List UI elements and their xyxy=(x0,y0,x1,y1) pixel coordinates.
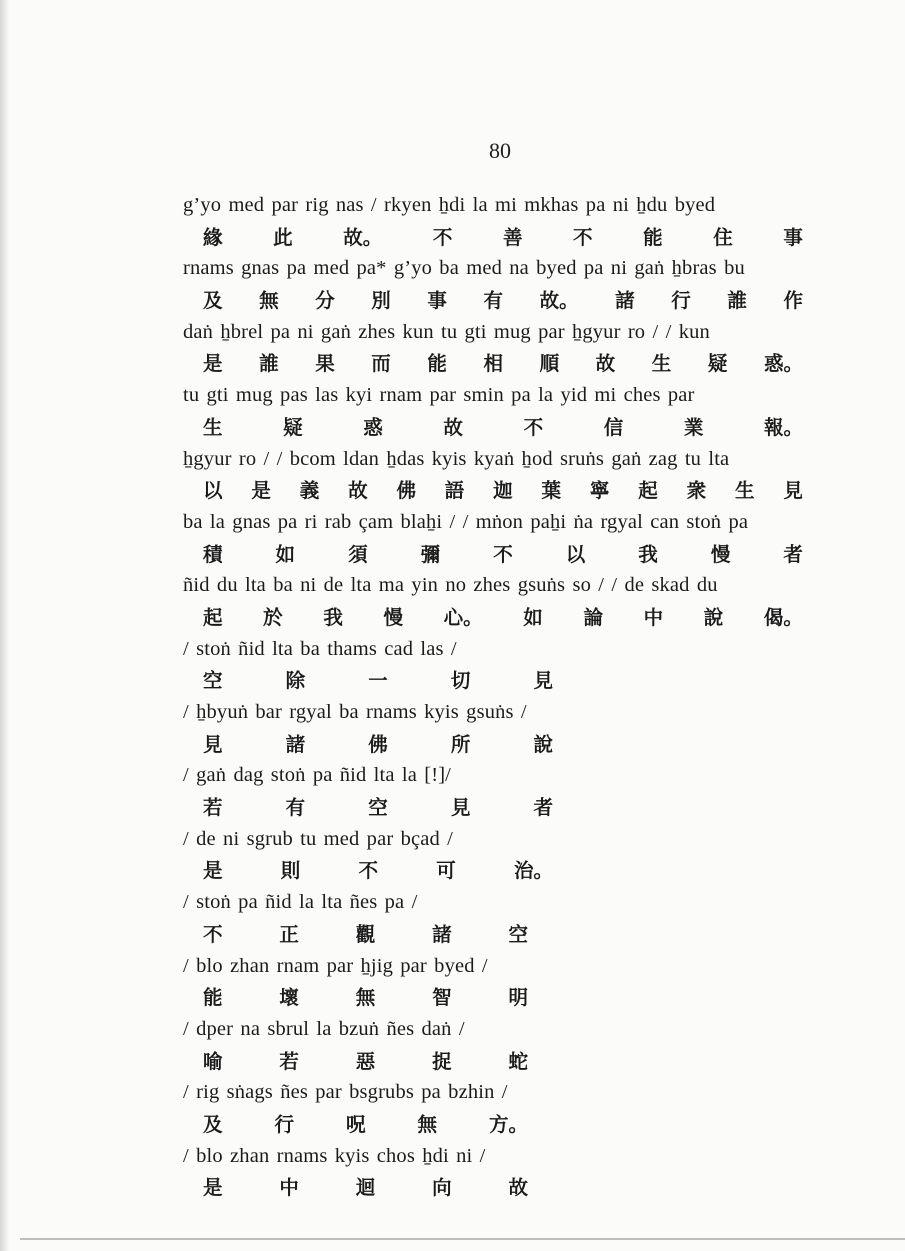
chinese-character: 故 xyxy=(348,479,368,503)
chinese-character: 慢 xyxy=(383,605,403,629)
chinese-character: 諸 xyxy=(285,732,306,756)
chinese-character: 積 xyxy=(203,542,223,566)
chinese-character: 信 xyxy=(603,415,624,439)
chinese-character: 別 xyxy=(371,289,391,313)
chinese-character: 迴 xyxy=(355,1176,376,1200)
chinese-line xyxy=(183,602,803,634)
tibetan-line: / dper na sbrul la bzuṅ ñes daṅ / xyxy=(183,1017,465,1040)
chinese-character: 除 xyxy=(285,669,306,693)
chinese-character: 若 xyxy=(279,1049,299,1073)
chinese-character: 寧 xyxy=(589,479,610,503)
chinese-character: 佛 xyxy=(368,732,388,756)
chinese-character: 義 xyxy=(299,479,320,503)
chinese-character: 故。 xyxy=(539,289,579,313)
chinese-character: 起 xyxy=(638,479,658,503)
chinese-character: 住 xyxy=(713,225,733,249)
bottom-rule xyxy=(20,1238,905,1240)
chinese-character: 以 xyxy=(203,479,223,503)
chinese-character: 果 xyxy=(315,352,335,376)
chinese-character: 能 xyxy=(427,352,447,376)
text-block xyxy=(183,190,823,1204)
tibetan-line: / blo zhan rnams kyis chos ẖdi ni / xyxy=(183,1144,486,1167)
chinese-character: 惑 xyxy=(363,415,383,439)
chinese-character: 空 xyxy=(203,669,223,693)
chinese-character: 說 xyxy=(703,605,724,629)
chinese-character: 順 xyxy=(539,352,560,376)
chinese-character: 是 xyxy=(203,1176,223,1200)
chinese-character: 故。 xyxy=(343,225,383,249)
chinese-line xyxy=(183,412,803,444)
page-number: 80 xyxy=(489,138,511,163)
chinese-character: 及 xyxy=(203,289,223,313)
chinese-character: 善 xyxy=(502,225,523,249)
chinese-character: 喻 xyxy=(203,1049,223,1073)
chinese-character: 疑 xyxy=(707,352,728,376)
chinese-character: 作 xyxy=(783,289,803,313)
chinese-character: 蛇 xyxy=(508,1049,528,1073)
chinese-character: 葉 xyxy=(541,479,562,503)
chinese-character: 有 xyxy=(483,289,503,313)
chinese-character: 不 xyxy=(573,225,593,249)
chinese-character: 不 xyxy=(523,415,544,439)
chinese-character: 如 xyxy=(275,542,296,566)
chinese-character: 向 xyxy=(432,1176,452,1200)
chinese-line xyxy=(183,475,803,507)
tibetan-line: / stoṅ pa ñid la lta ñes pa / xyxy=(183,891,418,914)
chinese-character: 所 xyxy=(450,732,471,756)
chinese-character: 報。 xyxy=(763,415,803,439)
chinese-character: 不 xyxy=(358,859,378,883)
chinese-character: 事 xyxy=(427,289,447,313)
tibetan-line: / de ni sgrub tu med par bçad / xyxy=(183,827,454,850)
chinese-character: 無 xyxy=(355,986,376,1010)
chinese-character: 諸 xyxy=(615,289,635,313)
chinese-character: 此 xyxy=(273,225,293,249)
chinese-line xyxy=(183,1046,528,1078)
chinese-character: 誰 xyxy=(259,352,279,376)
chinese-line xyxy=(183,539,803,571)
chinese-character: 呪 xyxy=(345,1112,366,1136)
chinese-character: 生 xyxy=(734,479,755,503)
chinese-line xyxy=(183,855,553,887)
chinese-character: 衆 xyxy=(686,479,707,503)
chinese-character: 空 xyxy=(508,922,528,946)
chinese-character: 一 xyxy=(368,669,388,693)
chinese-character: 中 xyxy=(279,1176,299,1200)
chinese-character: 分 xyxy=(315,289,335,313)
chinese-character: 佛 xyxy=(396,479,416,503)
chinese-character: 見 xyxy=(533,669,553,693)
scan-left-edge xyxy=(0,0,10,1251)
tibetan-line: g’yo med par rig nas / rkyen ẖdi la mi mkhas pa ni ẖdu byed xyxy=(183,194,716,216)
chinese-line xyxy=(183,982,528,1014)
chinese-character: 語 xyxy=(444,479,465,503)
chinese-line xyxy=(183,1109,528,1141)
chinese-character: 行 xyxy=(671,289,691,313)
chinese-character: 空 xyxy=(368,796,388,820)
chinese-character: 者 xyxy=(533,796,553,820)
chinese-character: 故 xyxy=(595,352,616,376)
chinese-character: 事 xyxy=(783,225,803,249)
tibetan-line: tu gti mug pas las kyi rnam par smin pa la yid mi ches par xyxy=(183,384,695,407)
chinese-character: 正 xyxy=(279,922,299,946)
chinese-character: 方。 xyxy=(488,1112,528,1136)
chinese-character: 智 xyxy=(432,986,452,1010)
chinese-character: 不 xyxy=(493,542,513,566)
chinese-character: 而 xyxy=(371,352,391,376)
chinese-character: 行 xyxy=(274,1112,294,1136)
chinese-character: 生 xyxy=(651,352,672,376)
chinese-character: 捉 xyxy=(432,1049,452,1073)
chinese-character: 及 xyxy=(203,1112,223,1136)
tibetan-line: ba la gnas pa ri rab çam blaẖi / / mṅon paẖi ṅa rgyal can stoṅ pa xyxy=(183,510,749,533)
chinese-character: 慢 xyxy=(710,542,731,566)
tibetan-line: / rig sṅags ñes par bsgrubs pa bzhin / xyxy=(183,1081,508,1104)
tibetan-line: / ẖbyuṅ bar rgyal ba rnams kyis gsuṅs / xyxy=(183,701,527,723)
chinese-character: 明 xyxy=(508,986,528,1010)
chinese-character: 中 xyxy=(643,605,664,629)
chinese-character: 起 xyxy=(203,605,223,629)
chinese-character: 是 xyxy=(203,859,223,883)
chinese-character: 切 xyxy=(450,669,471,693)
chinese-line xyxy=(183,222,803,254)
chinese-character: 則 xyxy=(280,859,301,883)
chinese-character: 見 xyxy=(203,732,223,756)
chinese-line xyxy=(183,665,553,697)
chinese-character: 生 xyxy=(203,415,223,439)
chinese-character: 以 xyxy=(565,542,586,566)
chinese-line xyxy=(183,919,528,951)
chinese-character: 惡 xyxy=(355,1049,376,1073)
chinese-character: 論 xyxy=(583,605,603,629)
chinese-line xyxy=(183,1172,528,1204)
chinese-character: 者 xyxy=(783,542,803,566)
tibetan-line: daṅ ẖbrel pa ni gaṅ zhes kun tu gti mug par ẖgyur ro / / kun xyxy=(183,320,710,343)
chinese-character: 無 xyxy=(417,1112,437,1136)
chinese-line xyxy=(183,729,553,761)
chinese-character: 若 xyxy=(203,796,223,820)
chinese-line xyxy=(183,348,803,380)
chinese-character: 是 xyxy=(251,479,271,503)
chinese-character: 須 xyxy=(348,542,368,566)
chinese-character: 故 xyxy=(443,415,463,439)
chinese-character: 我 xyxy=(323,605,343,629)
tibetan-line: ẖgyur ro / / bcom ldan ẖdas kyis kyaṅ ẖod sruṅs gaṅ zag tu lta xyxy=(183,447,730,470)
chinese-line xyxy=(183,792,553,824)
chinese-character: 相 xyxy=(483,352,503,376)
tibetan-line: rnams gnas pa med pa* g’yo ba med na byed pa ni gaṅ ẖbras bu xyxy=(183,257,745,280)
chinese-character: 業 xyxy=(683,415,704,439)
chinese-character: 見 xyxy=(783,479,803,503)
chinese-character: 壞 xyxy=(279,986,299,1010)
chinese-character: 疑 xyxy=(283,415,303,439)
chinese-character: 惑。 xyxy=(763,352,803,376)
chinese-character: 不 xyxy=(203,922,223,946)
chinese-character: 有 xyxy=(285,796,306,820)
chinese-character: 可 xyxy=(436,859,456,883)
chinese-character: 無 xyxy=(259,289,279,313)
chinese-character: 治。 xyxy=(513,859,553,883)
tibetan-line: ñid du lta ba ni de lta ma yin no zhes gsuṅs so / / de skad du xyxy=(183,574,718,597)
chinese-character: 我 xyxy=(638,542,658,566)
tibetan-line: / blo zhan rnam par ẖjig par byed / xyxy=(183,954,488,977)
chinese-character: 彌 xyxy=(420,542,441,566)
chinese-character: 誰 xyxy=(727,289,747,313)
chinese-character: 是 xyxy=(203,352,223,376)
tibetan-line: / stoṅ ñid lta ba thams cad las / xyxy=(183,637,457,660)
chinese-character: 能 xyxy=(203,986,223,1010)
chinese-character: 能 xyxy=(643,225,663,249)
chinese-character: 心。 xyxy=(443,605,483,629)
chinese-character: 觀 xyxy=(355,922,376,946)
chinese-character: 諸 xyxy=(432,922,452,946)
chinese-character: 說 xyxy=(533,732,553,756)
chinese-character: 偈。 xyxy=(763,605,803,629)
chinese-character: 不 xyxy=(432,225,453,249)
tibetan-line: / gaṅ dag stoṅ pa ñid lta la [!]/ xyxy=(183,764,452,787)
chinese-character: 故 xyxy=(508,1176,528,1200)
chinese-character: 於 xyxy=(263,605,283,629)
chinese-line xyxy=(183,285,803,317)
chinese-character: 緣 xyxy=(203,225,223,249)
chinese-character: 見 xyxy=(450,796,471,820)
chinese-character: 迦 xyxy=(493,479,513,503)
chinese-character: 如 xyxy=(523,605,543,629)
